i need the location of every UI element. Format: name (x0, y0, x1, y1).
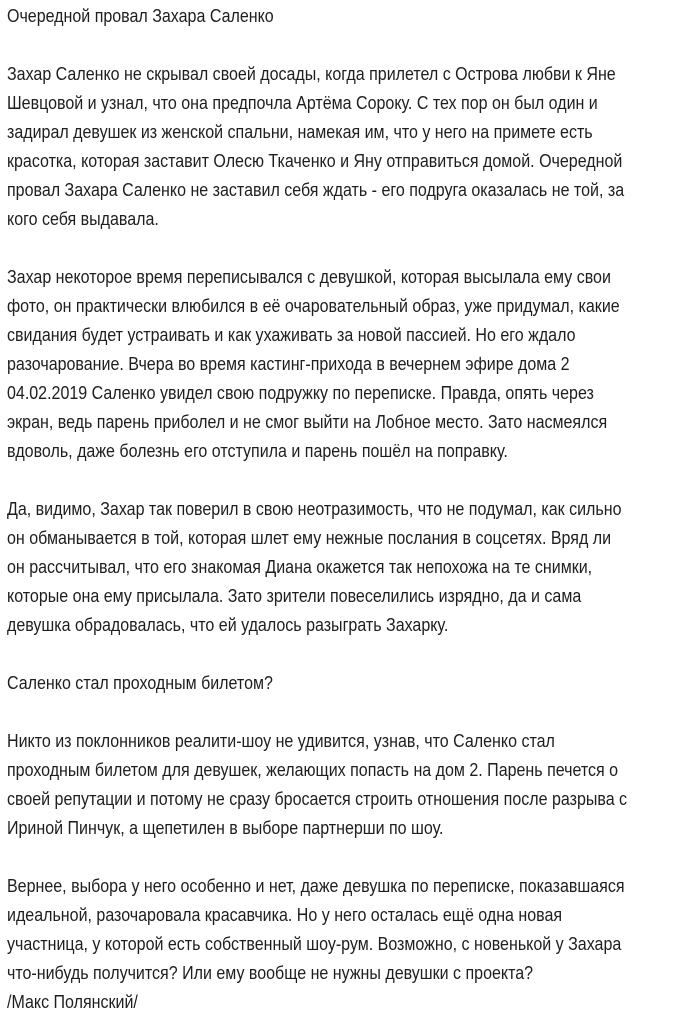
text-line: что-нибудь получится? Или ему вообще не нужны девушки с проекта? (7, 963, 534, 983)
text-line: своей репутации и потому не сразу бросается строить отношения после разрыва с (7, 789, 628, 809)
article-title: Очередной провал Захара Саленко (7, 6, 274, 26)
paragraph-deception (7, 495, 683, 640)
text-line: он обманывается в той, которая шлет ему нежные послания в соцсетях. Вряд ли (7, 528, 612, 548)
text-line: экран, ведь парень приболел и не смог выйти на Лобное место. Зато насмеялся (7, 412, 608, 432)
text-line: разочарование. Вчера во время кастинг-прихода в вечернем эфире дома 2 (7, 354, 570, 374)
text-line: Ириной Пинчук, а щепетилен в выборе партнерши по шоу. (7, 818, 444, 838)
paragraph-conclusion (7, 872, 683, 1017)
paragraph-ticket (7, 727, 683, 843)
spacer (7, 640, 683, 669)
paragraph-intro (7, 60, 683, 234)
spacer (7, 234, 683, 263)
text-line: идеальной, разочаровала красавчика. Но у него осталась ещё одна новая (7, 905, 563, 925)
spacer (7, 466, 683, 495)
subheading: Саленко стал проходным билетом? (7, 673, 273, 693)
text-line: он рассчитывал, что его знакомая Диана окажется так непохожа на те снимки, (7, 557, 593, 577)
spacer (7, 698, 683, 727)
author-signature: /Макс Полянский/ (7, 992, 138, 1012)
spacer (7, 31, 683, 60)
text-line: 04.02.2019 Саленко увидел свою подружку по переписке. Правда, опять через (7, 383, 594, 403)
text-line: задирал девушек из женской спальни, намекая им, что у него на примете есть (7, 122, 593, 142)
paragraph-casting (7, 263, 683, 466)
text-line: свидания будет устраивать и как ухаживать за новой пассией. Но его ждало (7, 325, 576, 345)
text-line: участница, у которой есть собственный шоу-рум. Возможно, с новенькой у Захара (7, 934, 622, 954)
text-line: Шевцовой и узнал, что она предпочла Артёма Сороку. С тех пор он был один и (7, 93, 598, 113)
text-line: Вернее, выбора у него особенно и нет, даже девушка по переписке, показавшаяся (7, 876, 625, 896)
text-line: фото, он практически влюбился в её очаровательный образ, уже придумал, какие (7, 296, 620, 316)
text-line: провал Захара Саленко не заставил себя ждать - его подруга оказалась не той, за (7, 180, 625, 200)
text-line: кого себя выдавала. (7, 209, 159, 229)
article (7, 2, 683, 1017)
text-line: девушка обрадовалась, что ей удалось разыграть Захарку. (7, 615, 449, 635)
text-line: Захар некоторое время переписывался с девушкой, которая высылала ему свои (7, 267, 611, 287)
text-line: Да, видимо, Захар так поверил в свою неотразимость, что не подумал, как сильно (7, 499, 622, 519)
text-line: Захар Саленко не скрывал своей досады, когда прилетел с Острова любви к Яне (7, 64, 616, 84)
text-line: которые она ему присылала. Зато зрители повеселились изрядно, да и сама (7, 586, 582, 606)
section-subheading (7, 669, 683, 698)
text-line: красотка, которая заставит Олесю Ткаченко и Яну отправиться домой. Очередной (7, 151, 623, 171)
text-line: вдоволь, даже болезнь его отступила и парень пошёл на поправку. (7, 441, 508, 461)
text-line: проходным билетом для девушек, желающих попасть на дом 2. Парень печется о (7, 760, 619, 780)
spacer (7, 843, 683, 872)
text-line: Никто из поклонников реалити-шоу не удивится, узнав, что Саленко стал (7, 731, 555, 751)
